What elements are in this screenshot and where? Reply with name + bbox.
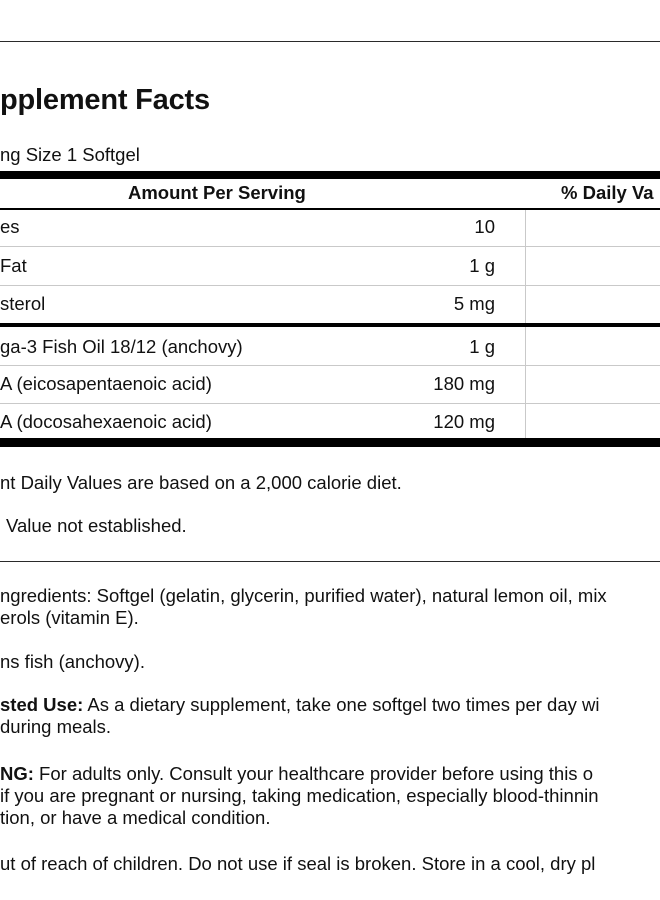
header-rule — [0, 208, 660, 210]
nutrient-name: A (eicosapentaenoic acid) — [0, 373, 212, 394]
nutrient-amount: 1 g — [469, 336, 495, 357]
nutrient-name: Fat — [0, 255, 27, 276]
warning-label: NG: — [0, 763, 34, 784]
label-title: pplement Facts — [0, 84, 210, 116]
header-amount-per-serving: Amount Per Serving — [128, 182, 306, 203]
thick-rule-top — [0, 171, 660, 179]
ingredients-line-2: erols (vitamin E). — [0, 607, 139, 628]
row-divider — [0, 285, 660, 286]
nutrient-name: sterol — [0, 293, 46, 314]
nutrient-name: A (docosahexaenoic acid) — [0, 411, 212, 432]
nutrient-amount: 5 mg — [453, 293, 495, 314]
row-divider — [0, 403, 660, 404]
warning-line-3: tion, or have a medical condition. — [0, 807, 271, 828]
warning-text: For adults only. Consult your healthcare provider before using this o — [33, 763, 593, 784]
suggested-use-label: sted Use: — [0, 694, 84, 715]
top-border — [0, 41, 660, 42]
storage-statement: ut of reach of children. Do not use if seal is broken. Store in a cool, dry pl — [0, 853, 596, 874]
nutrient-name: es — [0, 216, 20, 237]
warning-line-2: if you are pregnant or nursing, taking medication, especially blood-thinnin — [0, 785, 599, 806]
ingredients-line-1: ngredients: Softgel (gelatin, glycerin, purified water), natural lemon oil, mix — [0, 585, 607, 606]
notes-separator — [0, 561, 660, 562]
allergen-statement: ns fish (anchovy). — [0, 651, 145, 672]
nutrient-amount: 10 — [474, 216, 495, 237]
header-daily-value: % Daily Va — [561, 182, 654, 203]
nutrient-amount: 180 mg — [433, 373, 495, 394]
not-established-footnote: Value not established. — [6, 515, 187, 536]
nutrient-amount: 1 g — [469, 255, 495, 276]
thick-rule-bottom — [0, 438, 660, 447]
suggested-use-line-2: during meals. — [0, 716, 112, 737]
serving-size: ng Size 1 Softgel — [0, 144, 140, 165]
suggested-use-text: As a dietary supplement, take one softgel two times per day wi — [83, 694, 600, 715]
nutrient-amount: 120 mg — [433, 411, 495, 432]
group-rule — [0, 323, 660, 327]
nutrient-name: ga-3 Fish Oil 18/12 (anchovy) — [0, 336, 243, 357]
suggested-use-line-1 — [0, 694, 600, 716]
daily-value-footnote: nt Daily Values are based on a 2,000 calorie diet. — [0, 472, 402, 493]
warning-line-1 — [0, 763, 593, 785]
row-divider — [0, 365, 660, 366]
row-divider — [0, 246, 660, 247]
